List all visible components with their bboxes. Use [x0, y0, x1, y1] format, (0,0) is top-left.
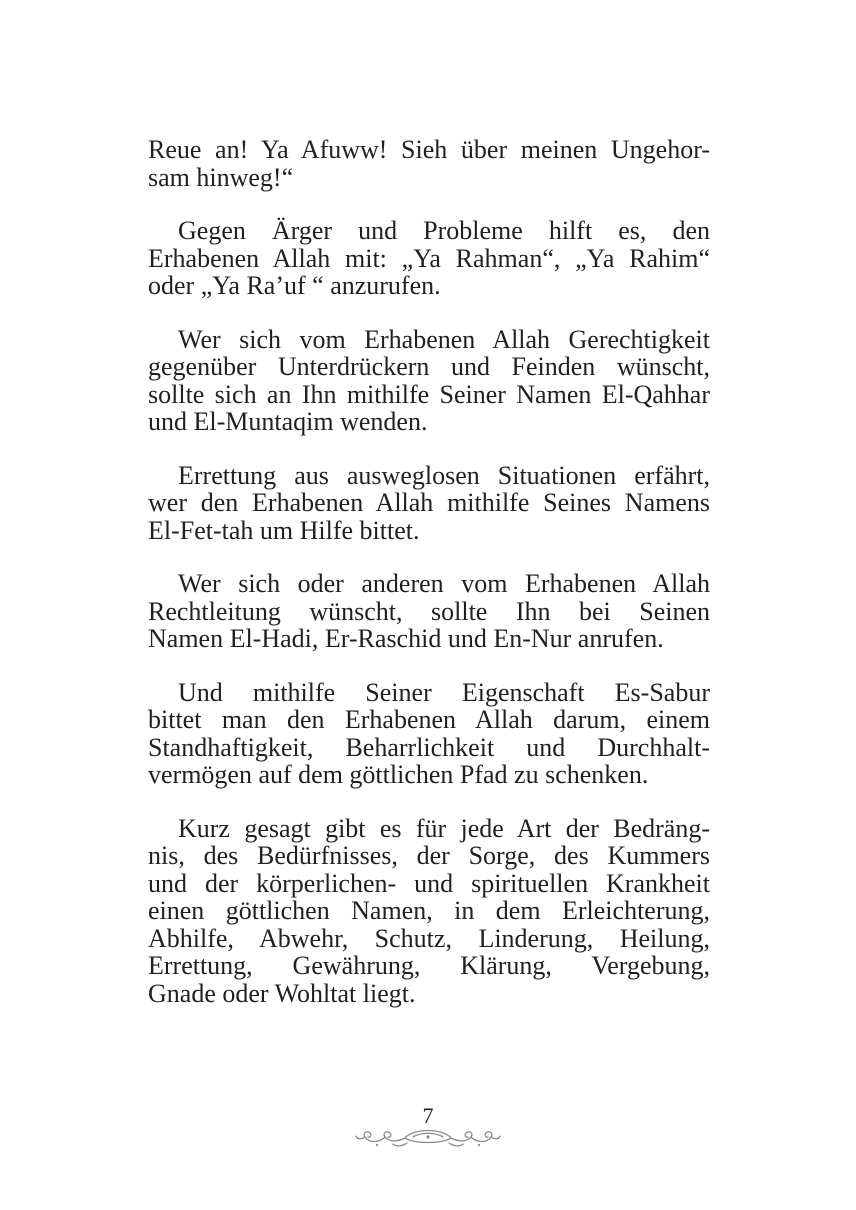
- text-line: bittet man den Erhabenen Allah darum, einem: [148, 705, 710, 734]
- paragraph-3: [148, 326, 710, 436]
- text-line: Namen El-Hadi, Er-Raschid und En-Nur anrufen.: [148, 624, 664, 653]
- text-line: Gegen Ärger und Probleme hilft es, den: [178, 216, 710, 245]
- text-line: und der körperlichen- und spirituellen Krankheit: [148, 868, 710, 898]
- text-line: Erhabenen Allah mit: „Ya Rahman“, „Ya Rahim“: [148, 243, 710, 273]
- paragraph-4: [148, 462, 710, 545]
- text-line: Kurz gesagt gibt es für jede Art der Bedräng-: [178, 813, 710, 843]
- text-line: nis, des Bedürfnisses, der Sorge, des Kummers: [148, 841, 710, 870]
- text-line: oder „Ya Ra’uf “ anzurufen.: [148, 271, 441, 300]
- paragraph-5: [148, 570, 710, 653]
- text-line: vermögen auf dem göttlichen Pfad zu schenken.: [148, 760, 649, 789]
- text-line: und El-Muntaqim wenden.: [148, 407, 428, 436]
- text-line: Gnade oder Wohltat liegt.: [148, 978, 416, 1008]
- text-line: Und mithilfe Seiner Eigenschaft Es-Sabur: [178, 677, 710, 707]
- text-line: Standhaftigkeit, Beharrlichkeit und Durchhalt-: [148, 732, 710, 762]
- page-footer: [0, 1100, 856, 1160]
- text-line: El-Fet-tah um Hilfe bittet.: [148, 515, 420, 545]
- paragraph-1: [148, 136, 710, 191]
- paragraph-7: [148, 815, 710, 1008]
- text-line: sam hinweg!“: [148, 162, 294, 192]
- page-number: 7: [422, 1103, 434, 1128]
- text-line: Errettung, Gewährung, Klärung, Vergebung,: [148, 951, 710, 980]
- paragraph-6: [148, 679, 710, 789]
- text-line: wer den Erhabenen Allah mithilfe Seines Namens: [148, 488, 710, 517]
- text-line: Rechtleitung wünscht, sollte Ihn bei Seinen: [148, 596, 710, 626]
- text-line: Wer sich vom Erhabenen Allah Gerechtigkeit: [178, 324, 710, 354]
- text-line: Abhilfe, Abwehr, Schutz, Linderung, Heilung,: [148, 923, 710, 953]
- text-line: sollte sich an Ihn mithilfe Seiner Namen El-Qahhar: [148, 379, 710, 409]
- text-line: Wer sich oder anderen vom Erhabenen Allah: [178, 569, 710, 598]
- text-line: einen göttlichen Namen, in dem Erleichterung,: [148, 896, 710, 925]
- text-line: Reue an! Ya Afuww! Sieh über meinen Ungehor-: [148, 135, 710, 164]
- scroll-flourish-icon: [353, 1122, 503, 1150]
- text-line: gegenüber Unterdrückern und Feinden wünscht,: [148, 352, 710, 381]
- paragraph-2: [148, 217, 710, 300]
- text-line: Errettung aus ausweglosen Situationen erfährt,: [178, 460, 710, 490]
- body-text: [148, 136, 710, 1033]
